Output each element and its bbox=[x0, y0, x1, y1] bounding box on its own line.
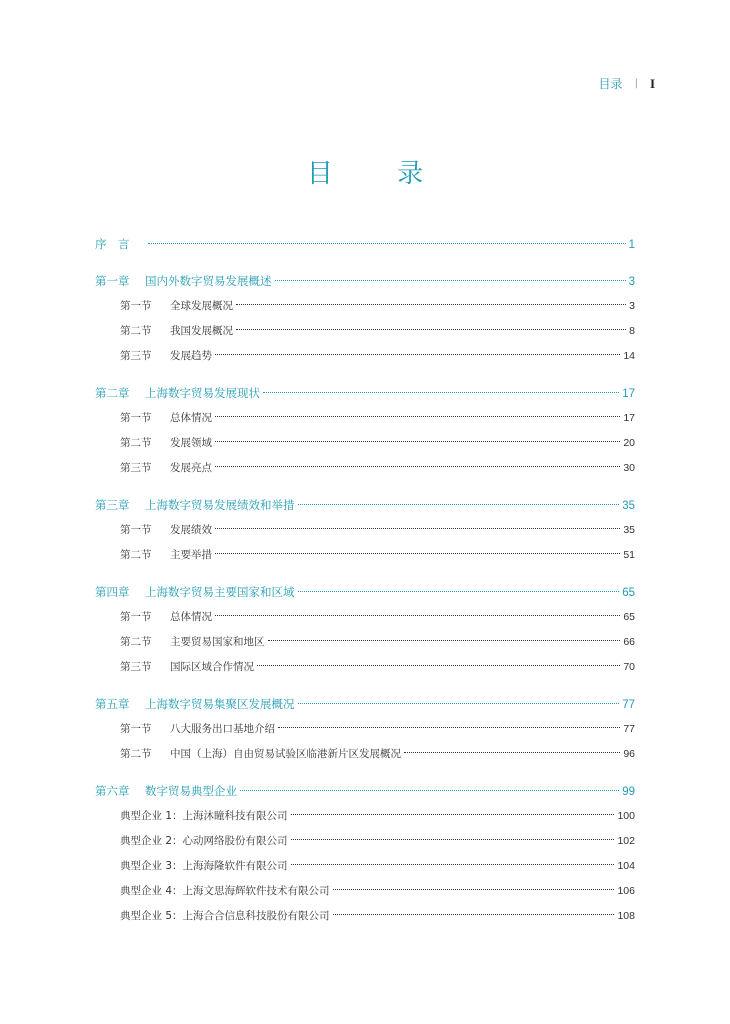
toc-section-entry[interactable] bbox=[95, 456, 635, 481]
entry-page-number: 100 bbox=[617, 810, 635, 822]
entry-number: 第一节 bbox=[120, 723, 152, 735]
dot-leader bbox=[298, 504, 620, 505]
toc-chapter-entry[interactable] bbox=[95, 232, 635, 257]
entry-title: 我国发展概况 bbox=[170, 325, 233, 337]
toc-section-entry[interactable] bbox=[95, 543, 635, 568]
toc-chapter-entry[interactable] bbox=[95, 269, 635, 294]
toc-section-entry[interactable] bbox=[95, 879, 635, 904]
toc-section-entry[interactable] bbox=[95, 655, 635, 680]
entry-page-number: 77 bbox=[622, 699, 635, 711]
entry-title: 发展亮点 bbox=[170, 462, 212, 474]
entry-title: 主要贸易国家和地区 bbox=[170, 636, 265, 648]
entry-number: 第三节 bbox=[120, 350, 152, 362]
entry-page-number: 17 bbox=[623, 412, 635, 424]
entry-title: 心动网络股份有限公司 bbox=[182, 835, 288, 847]
chapter-spacer bbox=[95, 257, 635, 269]
entry-number: 第二节 bbox=[120, 636, 152, 648]
dot-leader bbox=[268, 640, 621, 641]
entry-title: 上海数字贸易主要国家和区域 bbox=[145, 585, 295, 599]
toc-section-entry[interactable] bbox=[95, 344, 635, 369]
dot-leader bbox=[148, 243, 626, 244]
header-separator: | bbox=[634, 78, 638, 89]
entry-page-number: 66 bbox=[623, 636, 635, 648]
entry-page-number: 102 bbox=[617, 835, 635, 847]
toc-section-entry[interactable] bbox=[95, 518, 635, 543]
entry-title: 上海合合信息科技股份有限公司 bbox=[182, 910, 330, 922]
dot-leader bbox=[291, 814, 615, 815]
dot-leader bbox=[240, 790, 619, 791]
entry-title: 上海海隆软件有限公司 bbox=[182, 860, 288, 872]
dot-leader bbox=[404, 752, 620, 753]
toc-chapter-entry[interactable] bbox=[95, 692, 635, 717]
entry-page-number: 65 bbox=[623, 611, 635, 623]
dot-leader bbox=[278, 727, 620, 728]
entry-number: 第二节 bbox=[120, 748, 152, 760]
entry-page-number: 106 bbox=[617, 885, 635, 897]
entry-number: 第六章 bbox=[95, 784, 130, 798]
entry-page-number: 3 bbox=[628, 276, 635, 288]
entry-page-number: 1 bbox=[628, 239, 635, 251]
entry-page-number: 8 bbox=[629, 325, 635, 337]
entry-page-number: 65 bbox=[622, 587, 635, 599]
dot-leader bbox=[333, 889, 615, 890]
toc-chapter-entry[interactable] bbox=[95, 580, 635, 605]
entry-title: 上海数字贸易集聚区发展概况 bbox=[145, 697, 295, 711]
dot-leader bbox=[215, 416, 620, 417]
entry-number: 第二节 bbox=[120, 325, 152, 337]
dot-leader bbox=[215, 553, 620, 554]
dot-leader bbox=[215, 615, 620, 616]
chapter-spacer bbox=[95, 568, 635, 580]
entry-page-number: 108 bbox=[617, 910, 635, 922]
entry-title: 数字贸易典型企业 bbox=[145, 784, 237, 798]
toc-chapter-entry[interactable] bbox=[95, 779, 635, 804]
entry-page-number: 99 bbox=[622, 786, 635, 798]
entry-page-number: 20 bbox=[623, 437, 635, 449]
toc-section-entry[interactable] bbox=[95, 829, 635, 854]
dot-leader bbox=[298, 703, 620, 704]
entry-number: 第三章 bbox=[95, 498, 130, 512]
entry-page-number: 51 bbox=[623, 549, 635, 561]
entry-number: 第三节 bbox=[120, 462, 152, 474]
chapter-spacer bbox=[95, 481, 635, 493]
toc-section-entry[interactable] bbox=[95, 294, 635, 319]
entry-title: 发展领域 bbox=[170, 437, 212, 449]
dot-leader bbox=[298, 591, 620, 592]
header-page-number: I bbox=[649, 75, 655, 91]
chapter-spacer bbox=[95, 767, 635, 779]
dot-leader bbox=[263, 392, 619, 393]
running-header bbox=[599, 75, 655, 92]
entry-title: 上海数字贸易发展绩效和举措 bbox=[145, 498, 295, 512]
entry-title: 八大服务出口基地介绍 bbox=[170, 723, 275, 735]
dot-leader bbox=[275, 280, 626, 281]
entry-number: 第五章 bbox=[95, 697, 130, 711]
toc-section-entry[interactable] bbox=[95, 431, 635, 456]
entry-number: 第四章 bbox=[95, 585, 130, 599]
entry-number: 第一节 bbox=[120, 300, 152, 312]
entry-page-number: 35 bbox=[623, 524, 635, 536]
entry-page-number: 17 bbox=[622, 388, 635, 400]
dot-leader bbox=[215, 528, 620, 529]
dot-leader bbox=[236, 304, 626, 305]
table-of-contents bbox=[95, 232, 635, 929]
toc-section-entry[interactable] bbox=[95, 904, 635, 929]
entry-title: 全球发展概况 bbox=[170, 300, 233, 312]
entry-title: 国内外数字贸易发展概述 bbox=[145, 274, 272, 288]
entry-title: 发展趋势 bbox=[170, 350, 212, 362]
entry-page-number: 14 bbox=[623, 350, 635, 362]
entry-number: 典型企业 3： bbox=[120, 860, 183, 872]
entry-title: 中国（上海）自由贸易试验区临港新片区发展概况 bbox=[170, 748, 401, 760]
entry-title: 上海沐瞳科技有限公司 bbox=[182, 810, 288, 822]
entry-page-number: 35 bbox=[622, 500, 635, 512]
dot-leader bbox=[236, 329, 626, 330]
toc-chapter-entry[interactable] bbox=[95, 381, 635, 406]
entry-page-number: 30 bbox=[623, 462, 635, 474]
entry-number: 第二节 bbox=[120, 437, 152, 449]
entry-number: 第一节 bbox=[120, 524, 152, 536]
entry-title: 发展绩效 bbox=[170, 524, 212, 536]
toc-section-entry[interactable] bbox=[95, 319, 635, 344]
entry-number: 典型企业 1： bbox=[120, 810, 183, 822]
dot-leader bbox=[215, 441, 620, 442]
dot-leader bbox=[215, 354, 620, 355]
entry-title: 主要举措 bbox=[170, 549, 212, 561]
toc-section-entry[interactable] bbox=[95, 854, 635, 879]
toc-section-entry[interactable] bbox=[95, 717, 635, 742]
entry-page-number: 70 bbox=[623, 661, 635, 673]
dot-leader bbox=[291, 864, 615, 865]
entry-number: 典型企业 4： bbox=[120, 885, 183, 897]
toc-section-entry[interactable] bbox=[95, 605, 635, 630]
entry-number: 第一节 bbox=[120, 412, 152, 424]
toc-chapter-entry[interactable] bbox=[95, 493, 635, 518]
entry-number: 第一节 bbox=[120, 611, 152, 623]
header-section: 目录 bbox=[598, 77, 623, 91]
entry-page-number: 96 bbox=[623, 748, 635, 760]
page-title: 目 录 bbox=[306, 159, 452, 189]
chapter-spacer bbox=[95, 680, 635, 692]
entry-page-number: 3 bbox=[629, 300, 635, 312]
entry-title: 总体情况 bbox=[170, 412, 212, 424]
entry-number: 典型企业 5： bbox=[120, 910, 183, 922]
entry-number: 第二节 bbox=[120, 549, 152, 561]
entry-title: 国际区域合作情况 bbox=[170, 661, 254, 673]
entry-page-number: 77 bbox=[623, 723, 635, 735]
chapter-spacer bbox=[95, 369, 635, 381]
dot-leader bbox=[257, 665, 620, 666]
toc-section-entry[interactable] bbox=[95, 630, 635, 655]
entry-title: 总体情况 bbox=[170, 611, 212, 623]
entry-number: 第三节 bbox=[120, 661, 152, 673]
dot-leader bbox=[215, 466, 620, 467]
toc-section-entry[interactable] bbox=[95, 406, 635, 431]
entry-number: 第二章 bbox=[95, 386, 130, 400]
entry-number: 序 言 bbox=[95, 237, 130, 251]
entry-page-number: 104 bbox=[617, 860, 635, 872]
toc-section-entry[interactable] bbox=[95, 804, 635, 829]
dot-leader bbox=[291, 839, 615, 840]
dot-leader bbox=[333, 914, 615, 915]
toc-section-entry[interactable] bbox=[95, 742, 635, 767]
entry-title: 上海文思海辉软件技术有限公司 bbox=[182, 885, 330, 897]
entry-number: 第一章 bbox=[95, 274, 130, 288]
entry-number: 典型企业 2： bbox=[120, 835, 183, 847]
entry-title: 上海数字贸易发展现状 bbox=[145, 386, 260, 400]
